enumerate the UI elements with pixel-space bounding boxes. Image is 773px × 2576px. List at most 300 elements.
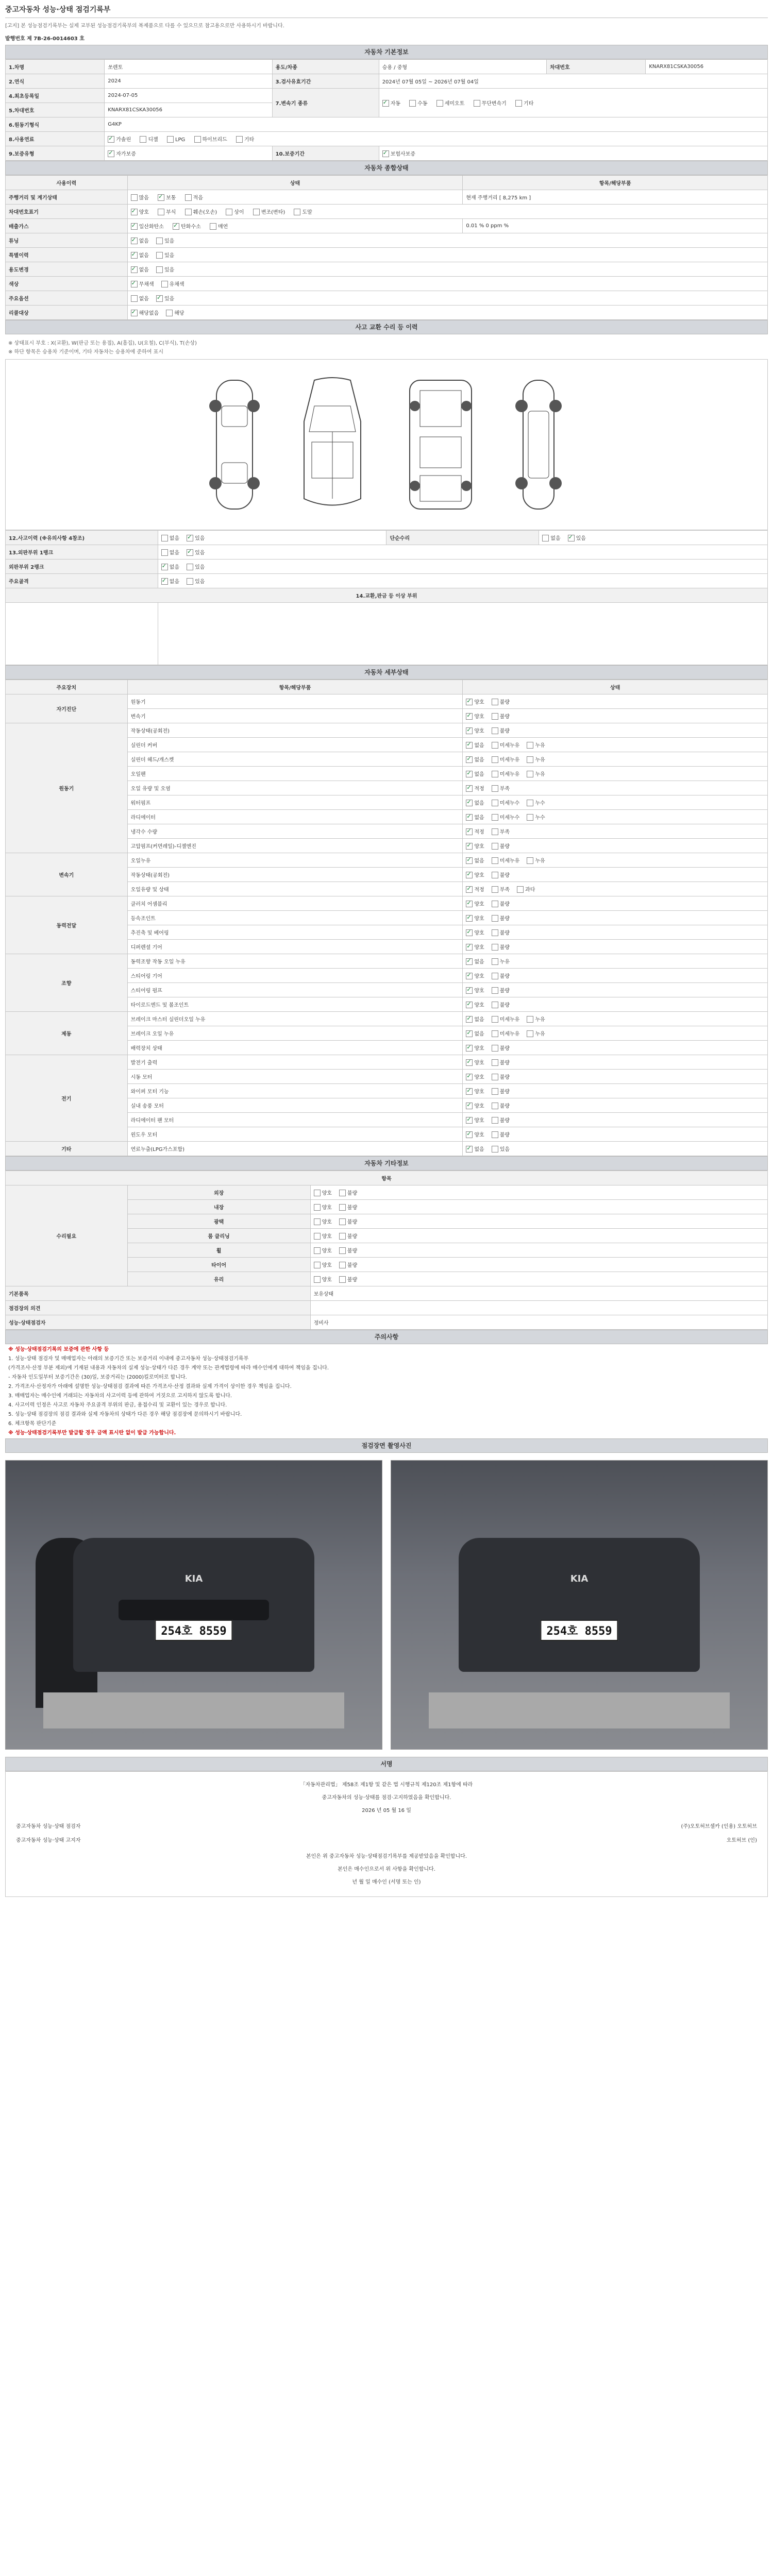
- state-option-label: 미세누유: [499, 757, 520, 763]
- label-first-reg: 4.최초등록일: [6, 89, 105, 103]
- checkbox-general[interactable]: [131, 209, 138, 215]
- detail-item-state: [463, 767, 768, 781]
- value-engine-type: G4KP: [105, 117, 768, 132]
- checkbox-warranty-self[interactable]: [108, 150, 114, 157]
- label-outer-2: 외판부위 2랭크: [6, 560, 158, 574]
- other-item-label: 외장: [127, 1185, 310, 1200]
- certificate-number: 발행번호 제 7B-26-0014603 호: [5, 36, 85, 42]
- detail-state-table: [5, 680, 768, 1156]
- note-line: 6. 체크항목 판단기준: [8, 1421, 57, 1427]
- state-option-label: 미세누유: [499, 1031, 520, 1037]
- accident-detail-area: [158, 603, 767, 665]
- general-row-options: ✓ 없음 있음: [127, 262, 767, 277]
- state-option-label: 불량: [499, 1103, 510, 1109]
- state-checkbox[interactable]: [466, 973, 473, 979]
- detail-item-label: 스티어링 기어: [127, 969, 463, 983]
- detail-item-label: 오일유량 및 상태: [127, 882, 463, 896]
- state-option-label: 누수: [535, 800, 545, 806]
- state-option-label: 적정: [474, 786, 484, 792]
- state-checkbox[interactable]: [314, 1190, 321, 1196]
- general-row-label: 리콜대상: [6, 306, 128, 320]
- label-car-name: 1.차명: [6, 60, 105, 74]
- general-head-state: 상태: [127, 176, 463, 190]
- state-option-label: 불량: [499, 1002, 510, 1008]
- state-option-label: 양호: [474, 944, 484, 951]
- state-checkbox[interactable]: [492, 886, 498, 893]
- detail-item-state: [463, 925, 768, 940]
- checkbox-trans-auto[interactable]: [382, 100, 389, 107]
- state-checkbox[interactable]: [492, 1117, 498, 1124]
- state-option-label: 누유: [499, 959, 510, 965]
- checkbox-fuel-diesel[interactable]: [140, 136, 146, 143]
- detail-head-part: 항목/해당부품: [127, 680, 463, 694]
- license-plate: 254호 8559: [540, 1620, 618, 1641]
- state-checkbox[interactable]: [466, 699, 473, 705]
- state-checkbox[interactable]: [492, 756, 498, 763]
- state-checkbox[interactable]: [527, 1030, 533, 1037]
- state-checkbox[interactable]: [492, 1103, 498, 1109]
- state-option-label: 불량: [499, 944, 510, 951]
- diagram-legend: ※ 상태표시 부호 : X(교환), W(판금 또는 용접), A(흠집), U(요철), C(부식), T(손상): [8, 341, 197, 346]
- state-option-label: 누유: [535, 757, 545, 763]
- detail-item-state: [463, 1084, 768, 1098]
- label-warranty-period: 10.보증기간: [272, 146, 379, 161]
- state-option-label: 양호: [474, 872, 484, 878]
- detail-item-label: 변속기: [127, 709, 463, 723]
- state-checkbox[interactable]: [492, 814, 498, 821]
- note-line: (가격조사·산정 부분 제외)에 기재된 내용과 자동차의 실제 성능·상태가 다른 경우 계약 또는 관계법령에 따라 매수인에게 대하여 책임을 집니다.: [8, 1365, 329, 1371]
- state-option-label: 불량: [499, 1045, 510, 1052]
- license-plate: 254호 8559: [155, 1620, 232, 1641]
- other-item-state: [310, 1258, 767, 1272]
- detail-item-label: 냉각수 수량: [127, 824, 463, 839]
- state-checkbox[interactable]: [492, 958, 498, 965]
- value-vin-top: KNARX81CSKA30056: [646, 60, 768, 74]
- state-option-label: 없음: [474, 1031, 484, 1037]
- general-row-options: ✓ 무채색 유채색: [127, 277, 767, 291]
- state-checkbox[interactable]: [466, 944, 473, 951]
- state-checkbox[interactable]: [466, 785, 473, 792]
- checkbox-fuel-gasoline[interactable]: [108, 136, 114, 143]
- label-simple-repair: 단순수리: [386, 531, 539, 545]
- state-checkbox[interactable]: [314, 1262, 321, 1268]
- checkbox-general[interactable]: [156, 295, 163, 302]
- checkbox-general[interactable]: [185, 209, 192, 215]
- value-vin: KNARX81CSKA30056: [105, 103, 272, 117]
- state-checkbox[interactable]: [466, 886, 473, 893]
- seller-row: 중고자동차 성능·상태 고지자 오토허브 (인): [16, 1838, 757, 1843]
- state-checkbox[interactable]: [492, 1088, 498, 1095]
- section-general: 자동차 종합상태: [5, 161, 768, 175]
- general-row-label: 주행거리 및 계기상태: [6, 190, 128, 205]
- state-option-label: 양호: [474, 988, 484, 994]
- state-option-label: 없음: [474, 815, 484, 821]
- car-bottom-view: [402, 375, 479, 514]
- state-option-label: 양호: [474, 930, 484, 936]
- checkbox-general[interactable]: [158, 194, 164, 201]
- state-option-label: 양호: [474, 901, 484, 907]
- state-checkbox[interactable]: [492, 699, 498, 705]
- checkbox-fuel-hybrid[interactable]: [194, 136, 201, 143]
- detail-group-label: 자기진단: [6, 694, 128, 723]
- state-checkbox[interactable]: [339, 1204, 346, 1211]
- label-engine-type: 6.원동기형식: [6, 117, 105, 132]
- state-checkbox[interactable]: [527, 771, 533, 777]
- state-checkbox[interactable]: [492, 785, 498, 792]
- state-checkbox[interactable]: [492, 915, 498, 922]
- general-row-options: ✓ 해당없음 해당: [127, 306, 767, 320]
- general-head-part: 항목/해당부품: [463, 176, 768, 190]
- state-checkbox[interactable]: [466, 828, 473, 835]
- state-checkbox[interactable]: [527, 1016, 533, 1023]
- state-checkbox[interactable]: [492, 742, 498, 749]
- detail-item-label: 추진축 및 베어링: [127, 925, 463, 940]
- detail-item-state: [463, 882, 768, 896]
- checkbox-frame[interactable]: [161, 578, 168, 585]
- state-option-label: 불량: [499, 699, 510, 705]
- state-option-label: 양호: [322, 1190, 332, 1196]
- state-checkbox[interactable]: [466, 1030, 473, 1037]
- state-checkbox[interactable]: [492, 727, 498, 734]
- state-option-label: 양호: [474, 973, 484, 979]
- value-warranty-period: ✓ 보험사보증: [379, 146, 767, 161]
- state-option-label: 불량: [499, 1060, 510, 1066]
- value-inspection-period: 2024년 07월 05일 ~ 2026년 07월 04일: [379, 74, 767, 89]
- note-line: - 자동차 인도일부터 보증기간은 (30)일, 보증거리는 (2000)킬로미터로 합니다.: [8, 1375, 187, 1380]
- state-option-label: 불량: [499, 1074, 510, 1080]
- buyer-signature-line[interactable]: 년 월 일 매수인 (서명 또는 인): [352, 1879, 421, 1885]
- checkbox-general[interactable]: [156, 238, 163, 244]
- state-checkbox[interactable]: [314, 1247, 321, 1254]
- checkbox-general[interactable]: [131, 266, 138, 273]
- state-checkbox[interactable]: [492, 987, 498, 994]
- state-checkbox[interactable]: [492, 1030, 498, 1037]
- detail-item-state: [463, 1113, 768, 1127]
- general-row-note: 0.01 % 0 ppm %: [463, 219, 768, 233]
- detail-item-label: 오일 유량 및 오염: [127, 781, 463, 795]
- state-checkbox[interactable]: [339, 1247, 346, 1254]
- checkbox-fuel-lpg[interactable]: [167, 136, 174, 143]
- detail-item-label: 실린더 헤드/개스켓: [127, 752, 463, 767]
- state-option-label: 양호: [322, 1233, 332, 1240]
- other-extra-value: [310, 1301, 767, 1315]
- other-item-state: [310, 1229, 767, 1243]
- detail-item-state: [463, 853, 768, 868]
- checkbox-general[interactable]: [294, 209, 300, 215]
- state-checkbox[interactable]: [466, 872, 473, 878]
- detail-item-label: 고압펌프(커먼레일)-디젤엔진: [127, 839, 463, 853]
- general-head-usage: 사용이력: [6, 176, 128, 190]
- detail-item-label: 시동 모터: [127, 1070, 463, 1084]
- state-checkbox[interactable]: [466, 1103, 473, 1109]
- checkbox-trans-other[interactable]: [515, 100, 522, 107]
- label-year: 2.연식: [6, 74, 105, 89]
- checkbox-trans-semi[interactable]: [436, 100, 443, 107]
- checkbox-general[interactable]: [131, 238, 138, 244]
- other-item-label: 유리: [127, 1272, 310, 1286]
- detail-item-state: [463, 940, 768, 954]
- state-checkbox[interactable]: [492, 1002, 498, 1008]
- state-option-label: 미세누수: [499, 800, 520, 806]
- value-usage: 승용 / 중형: [379, 60, 546, 74]
- state-checkbox[interactable]: [466, 987, 473, 994]
- label-usage: 용도/차종: [272, 60, 379, 74]
- detail-item-label: 오일누유: [127, 853, 463, 868]
- accident-options: 없음✓ 있음: [158, 531, 386, 545]
- section-diagram: 사고 교환 수리 등 이력: [5, 320, 768, 334]
- section-sign: 서명: [5, 1757, 768, 1771]
- state-checkbox[interactable]: [492, 1045, 498, 1052]
- checkbox-outer[interactable]: [161, 564, 168, 570]
- state-checkbox[interactable]: [466, 1002, 473, 1008]
- detail-item-label: 동력조향 작동 오일 누유: [127, 954, 463, 969]
- state-option-label: 있음: [499, 1146, 510, 1153]
- state-checkbox[interactable]: [339, 1262, 346, 1268]
- state-checkbox[interactable]: [339, 1276, 346, 1283]
- state-checkbox[interactable]: [466, 1088, 473, 1095]
- label-inspection-period: 3.검사유효기간: [272, 74, 379, 89]
- other-item-label: 내장: [127, 1200, 310, 1214]
- checkbox-repair[interactable]: [568, 535, 575, 541]
- detail-item-label: 작동상태(공회전): [127, 723, 463, 738]
- detail-item-state: [463, 1142, 768, 1156]
- checkbox-general[interactable]: [131, 194, 138, 201]
- checkbox-general[interactable]: [253, 209, 260, 215]
- state-checkbox[interactable]: [517, 886, 524, 893]
- general-state-table: [5, 175, 768, 320]
- state-checkbox[interactable]: [492, 771, 498, 777]
- state-checkbox[interactable]: [466, 742, 473, 749]
- state-option-label: 누수: [535, 815, 545, 821]
- state-checkbox[interactable]: [492, 1146, 498, 1153]
- state-checkbox[interactable]: [466, 771, 473, 777]
- state-checkbox[interactable]: [527, 857, 533, 864]
- state-option-label: 양호: [322, 1205, 332, 1211]
- general-row-label: 색상: [6, 277, 128, 291]
- other-item-label: 광택: [127, 1214, 310, 1229]
- detail-group-label: 제동: [6, 1012, 128, 1055]
- state-checkbox[interactable]: [492, 929, 498, 936]
- checkbox-general[interactable]: [210, 223, 216, 230]
- checkbox-frame[interactable]: [187, 578, 193, 585]
- general-row-note: 현재 주행거리 [ 8,275 km ]: [463, 190, 768, 205]
- checkbox-general[interactable]: [131, 295, 138, 302]
- detail-item-label: 등속조인트: [127, 911, 463, 925]
- state-checkbox[interactable]: [339, 1190, 346, 1196]
- detail-item-state: [463, 694, 768, 709]
- buyer-text: 본인은 매수인으로서 위 사항을 확인합니다.: [338, 1867, 435, 1872]
- detail-item-state: [463, 1041, 768, 1055]
- state-checkbox[interactable]: [466, 1045, 473, 1052]
- note-line: ※ 성능·상태점검기록부만 발급할 경우 금액 표시란 없이 발급 가능합니다.: [8, 1430, 176, 1436]
- state-checkbox[interactable]: [466, 958, 473, 965]
- checkbox-general[interactable]: [226, 209, 232, 215]
- state-checkbox[interactable]: [466, 1117, 473, 1124]
- receipt-text: 본인은 위 중고자동차 성능·상태점검기록부를 제공받았음을 확인합니다.: [306, 1854, 467, 1859]
- label-vin-top: 차대번호: [547, 60, 646, 74]
- state-option-label: 부족: [499, 786, 510, 792]
- state-option-label: 불량: [499, 930, 510, 936]
- state-option-label: 양호: [474, 1089, 484, 1095]
- checkbox-general[interactable]: [131, 252, 138, 259]
- detail-item-label: 브레이크 오일 누유: [127, 1026, 463, 1041]
- other-item-state: [310, 1185, 767, 1200]
- state-checkbox[interactable]: [466, 800, 473, 806]
- state-checkbox[interactable]: [314, 1233, 321, 1240]
- state-option-label: 미세누유: [499, 771, 520, 777]
- state-option-label: 과다: [525, 887, 535, 893]
- state-checkbox[interactable]: [492, 872, 498, 878]
- state-option-label: 누유: [535, 858, 545, 864]
- detail-item-state: [463, 709, 768, 723]
- detail-item-state: [463, 954, 768, 969]
- detail-group-label: 조향: [6, 954, 128, 1012]
- state-checkbox[interactable]: [466, 843, 473, 850]
- state-option-label: 양호: [322, 1262, 332, 1268]
- state-checkbox[interactable]: [527, 742, 533, 749]
- state-option-label: 누유: [535, 1031, 545, 1037]
- checkbox-general[interactable]: [161, 281, 168, 287]
- state-checkbox[interactable]: [314, 1276, 321, 1283]
- value-car-name: 쏘렌토: [105, 60, 272, 74]
- state-checkbox[interactable]: [527, 814, 533, 821]
- checkbox-general[interactable]: [131, 223, 138, 230]
- state-checkbox[interactable]: [339, 1218, 346, 1225]
- general-row-label: 특별이력: [6, 248, 128, 262]
- state-checkbox[interactable]: [492, 1074, 498, 1080]
- checkbox-general[interactable]: [173, 223, 179, 230]
- state-checkbox[interactable]: [492, 843, 498, 850]
- state-option-label: 불량: [347, 1262, 358, 1268]
- state-checkbox[interactable]: [466, 1016, 473, 1023]
- checkbox-outer[interactable]: [161, 549, 168, 556]
- state-checkbox[interactable]: [492, 713, 498, 720]
- other-head: 항목: [6, 1171, 768, 1185]
- state-checkbox[interactable]: [492, 1016, 498, 1023]
- state-checkbox[interactable]: [466, 756, 473, 763]
- detail-head-state: 상태: [463, 680, 768, 694]
- checkbox-outer[interactable]: [187, 564, 193, 570]
- state-checkbox[interactable]: [492, 828, 498, 835]
- checkbox-outer[interactable]: [187, 549, 193, 556]
- inspection-photos: [5, 1453, 768, 1757]
- state-option-label: 양호: [474, 728, 484, 734]
- state-checkbox[interactable]: [466, 1074, 473, 1080]
- checkbox-repair[interactable]: [542, 535, 549, 541]
- state-checkbox[interactable]: [466, 1059, 473, 1066]
- state-checkbox[interactable]: [466, 1146, 473, 1153]
- state-checkbox[interactable]: [314, 1204, 321, 1211]
- notes-body: [5, 1346, 768, 1437]
- checkbox-general[interactable]: [166, 310, 173, 316]
- state-checkbox[interactable]: [492, 1131, 498, 1138]
- diagram-legend-2: ※ 하단 항목은 승용차 기준이며, 기타 자동차는 승용차에 준하여 표시: [8, 349, 163, 355]
- state-checkbox[interactable]: [492, 901, 498, 907]
- state-option-label: 불량: [499, 872, 510, 878]
- state-checkbox[interactable]: [492, 944, 498, 951]
- state-option-label: 양호: [322, 1248, 332, 1254]
- state-checkbox[interactable]: [466, 727, 473, 734]
- other-item-label: 룸 클리닝: [127, 1229, 310, 1243]
- simple-repair-options: 없음✓ 있음: [539, 531, 768, 545]
- inspection-photo-rear: [391, 1460, 768, 1750]
- state-option-label: 없음: [474, 1146, 484, 1153]
- checkbox-general[interactable]: [131, 281, 138, 287]
- detail-item-state: [463, 997, 768, 1012]
- document-title: 중고자동차 성능·상태 점검기록부: [5, 0, 768, 18]
- detail-item-label: 실내 송풍 모터: [127, 1098, 463, 1113]
- state-option-label: 양호: [474, 1002, 484, 1008]
- lift-platform: [43, 1692, 344, 1728]
- checkbox-general[interactable]: [158, 209, 164, 215]
- detail-item-state: [463, 1055, 768, 1070]
- state-option-label: 양호: [474, 843, 484, 850]
- detail-item-label: 실린더 커버: [127, 738, 463, 752]
- detail-item-label: 윈도우 모터: [127, 1127, 463, 1142]
- checkbox-trans-manual[interactable]: [409, 100, 416, 107]
- checkbox-warranty-insurance[interactable]: [382, 150, 389, 157]
- other-item-state: [310, 1200, 767, 1214]
- state-option-label: 불량: [499, 973, 510, 979]
- state-checkbox[interactable]: [466, 901, 473, 907]
- detail-item-label: 작동상태(공회전): [127, 868, 463, 882]
- state-checkbox[interactable]: [466, 915, 473, 922]
- state-checkbox[interactable]: [466, 857, 473, 864]
- detail-item-state: [463, 969, 768, 983]
- state-checkbox[interactable]: [492, 857, 498, 864]
- label-warranty-type: 9.보증유형: [6, 146, 105, 161]
- state-checkbox[interactable]: [339, 1233, 346, 1240]
- state-option-label: 양호: [474, 714, 484, 720]
- label-outer-1: 13.외판부위 1랭크: [6, 545, 158, 560]
- other-item-state: [310, 1214, 767, 1229]
- checkbox-fuel-other[interactable]: [236, 136, 243, 143]
- value-warranty-type: ✓ 자가보증: [105, 146, 272, 161]
- state-checkbox[interactable]: [466, 929, 473, 936]
- transmission-options: ✓ 자동 수동 세미오토 무단변속기 기타: [379, 89, 767, 117]
- state-checkbox[interactable]: [492, 1059, 498, 1066]
- checkbox-general[interactable]: [156, 252, 163, 259]
- other-item-state: [310, 1272, 767, 1286]
- detail-item-label: 라디에이터 팬 모터: [127, 1113, 463, 1127]
- sign-date: 2026 년 05 월 16 일: [362, 1808, 411, 1814]
- checkbox-trans-cvt[interactable]: [474, 100, 480, 107]
- detail-item-state: [463, 781, 768, 795]
- state-checkbox[interactable]: [466, 713, 473, 720]
- state-checkbox[interactable]: [314, 1218, 321, 1225]
- detail-item-label: 오일팬: [127, 767, 463, 781]
- detail-item-label: 연료누출(LPG가스포함): [127, 1142, 463, 1156]
- state-checkbox[interactable]: [492, 800, 498, 806]
- state-checkbox[interactable]: [466, 814, 473, 821]
- section-other: 자동차 기타정보: [5, 1156, 768, 1171]
- checkbox-general[interactable]: [156, 266, 163, 273]
- checkbox-general[interactable]: [185, 194, 192, 201]
- state-option-label: 양호: [474, 1045, 484, 1052]
- state-option-label: 양호: [322, 1277, 332, 1283]
- state-checkbox[interactable]: [527, 800, 533, 806]
- checkbox-accident[interactable]: [187, 535, 193, 541]
- detail-item-label: 브레이크 마스터 실린더오일 누유: [127, 1012, 463, 1026]
- detail-item-label: 디퍼렌셜 기어: [127, 940, 463, 954]
- accident-detail-area: [6, 603, 158, 665]
- checkbox-general[interactable]: [131, 310, 138, 316]
- state-checkbox[interactable]: [466, 1131, 473, 1138]
- note-line: 4. 사고이력 인정은 사고로 자동차 주요골격 부위의 판금, 용접수리 및 교환이 있는 경우로 합니다.: [8, 1402, 227, 1408]
- checkbox-accident[interactable]: [161, 535, 168, 541]
- state-checkbox[interactable]: [492, 973, 498, 979]
- state-checkbox[interactable]: [527, 756, 533, 763]
